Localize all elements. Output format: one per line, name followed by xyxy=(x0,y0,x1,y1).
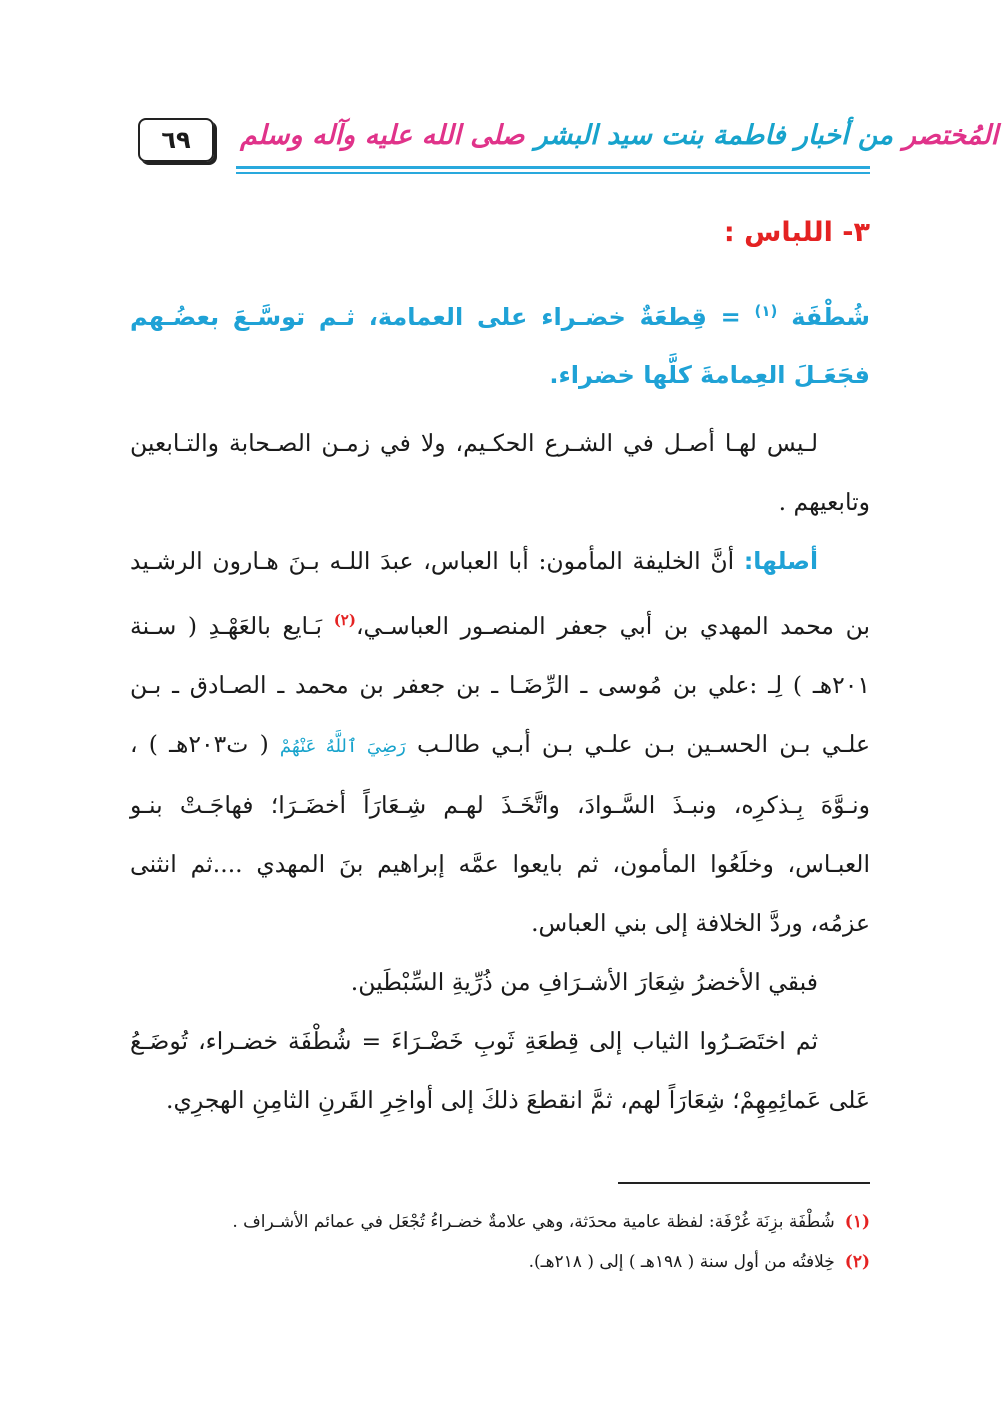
footnote-ref-2[interactable]: (٢) xyxy=(333,611,356,629)
paragraph-history xyxy=(130,532,870,953)
paragraph-lead-label: أصلها: xyxy=(743,547,818,575)
section-heading: ٣- اللباس : xyxy=(723,217,870,248)
highlight-definition xyxy=(130,282,870,404)
paragraph-shutfa: ثم اختَصَـرُوا الثياب إلى قِطعَةِ ثَوبِ خَضْـرَاءَ = شُطْفَة خضـراء، تُوضَـعُ عَلى عَمائِمِهِمْ؛ شِعَارَاً لهم، ثمَّ انقطعَ ذلكَ إلى أواخِرِ القَرنِ الثامِنِ الهجرِي. xyxy=(130,1026,870,1114)
history-text-b: بَـايع بالعَهْـدِ ( سـنة ٢٠١هـ ) لِـ :علي بن مُوسى ـ الرِّضَـا ـ بن جعفر بن محمد ـ الصـادق ـ بـن علـي بـن الحسـين بـن علـي بـن أبـي طالـب xyxy=(130,611,870,758)
footnote-ref-1[interactable]: (١) xyxy=(754,302,778,320)
footnote-text: خِلافتُه من أول سنة ( ١٩٨هـ ) إلى ( ٢١٨هـ). xyxy=(528,1252,835,1272)
honorific-glyph: رَضِيَ ٱللَّهُ عَنْهُمْ xyxy=(279,735,406,757)
header-title-salutation: صلى الله عليه وآله وسلم xyxy=(240,119,525,151)
history-text-c: ( ت٢٠٣هـ ) ، ونـوَّهَ بِـذكرِه، ونبـذَ السَّـوادَ، واتَّخَـذَ لهـم شِـعَارَاً أخضَـرَا؛ فهاجَـتْ بنـو العبـاس، وخلَعُوا المأمون، ثم بايعوا عمَّه إبراهيم بنَ المهدي ....ثم انثنى عزمُه، وردَّ الخلافة إلى بني العباس. xyxy=(130,729,870,937)
footnote-separator xyxy=(618,1182,870,1184)
footnote-number: (٢) xyxy=(844,1252,870,1272)
header-title-subject: من أخبار فاطمة بنت سيد البشر xyxy=(534,119,893,151)
page-header xyxy=(138,100,999,176)
page-number-box xyxy=(138,118,214,162)
header-title xyxy=(240,110,999,160)
header-rule-top xyxy=(236,166,870,169)
page-body xyxy=(130,210,870,1130)
history-text-a: أنَّ الخليفة المأمون: أبا العباس، عبدَ اللـه بـنَ هـارون الرشـيد بن محمد المهدي بن أبي جعفر المنصـور العباسـي، xyxy=(130,547,870,640)
header-title-main: المُختصر xyxy=(902,119,999,151)
paragraph-origin-status: لـيس لهـا أصـل في الشـرع الحكـيم، ولا في زمـن الصـحابة والتـابعين وتابعيهم . xyxy=(130,429,870,516)
header-rule-bottom xyxy=(236,172,870,174)
footnote-2 xyxy=(130,1242,870,1282)
paragraph-green-sign: فبقي الأخضرُ شِعَارَ الأشـرَافِ من ذُرِّيةِ السِّبْطَين. xyxy=(350,967,818,996)
highlight-text: = قِطعَةٌ خضـراء على العمامة، ثـم توسَّـعَ بعضُـهم فجَعَـلَ العِمامةَ كلَّها خضراء. xyxy=(130,303,870,389)
footnote-number: (١) xyxy=(844,1212,870,1232)
page-number: ٦٩ xyxy=(161,126,191,154)
footnote-text: شُطْفَة بزِنَة غُرْفَة: لفظة عامية محدَثة، وهي علامةٌ خضـراءُ تُجْعَل في عمائم الأشـراف . xyxy=(232,1212,835,1232)
highlight-term: شُطْفَة xyxy=(791,303,870,331)
footnote-1 xyxy=(130,1202,870,1242)
footnotes xyxy=(130,1202,870,1282)
